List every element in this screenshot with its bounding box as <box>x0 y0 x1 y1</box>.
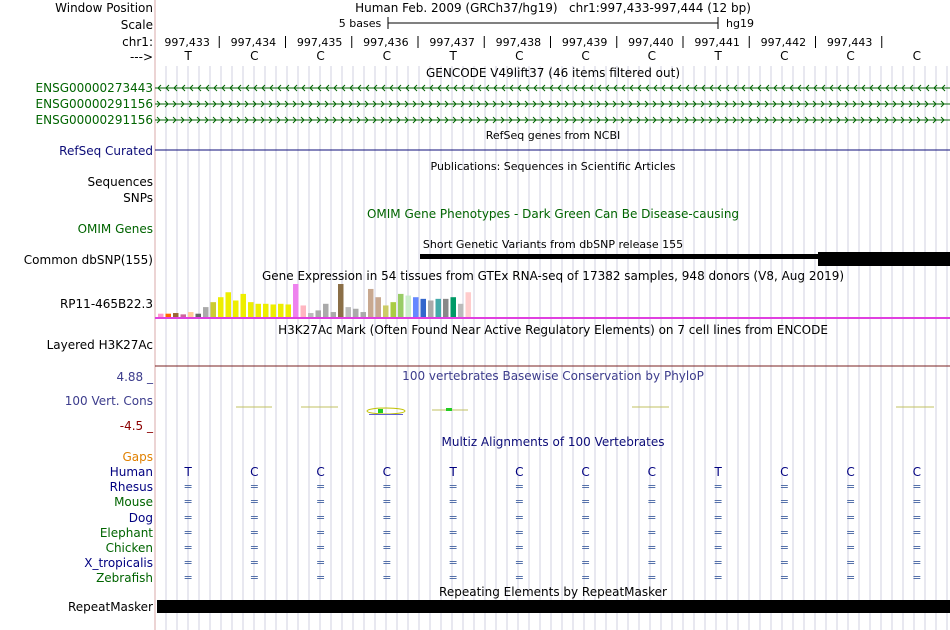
human-base: C <box>316 465 325 479</box>
base-letter: T <box>449 49 457 63</box>
chrom-label: chr1: <box>122 35 153 49</box>
alignment-match: = <box>448 495 458 509</box>
alignment-match: = <box>183 480 193 494</box>
alignment-match: = <box>846 495 856 509</box>
base-letter: C <box>581 49 590 63</box>
alignment-match: = <box>713 541 723 554</box>
gtex-tissue-bar <box>263 304 269 317</box>
gtex-tissue-bar <box>166 314 172 317</box>
publications-title[interactable]: Publications: Sequences in Scientific Articles <box>430 160 676 173</box>
gtex-tissue-bar <box>218 297 224 317</box>
species-label[interactable]: Chicken <box>105 541 153 555</box>
alignment-match: = <box>514 510 524 524</box>
dbsnp-thin-feature <box>420 254 818 259</box>
alignment-match: = <box>382 480 392 494</box>
alignment-match: = <box>448 571 458 585</box>
gtex-tissue-bar <box>233 301 239 318</box>
alignment-match: = <box>779 541 789 554</box>
gtex-tissue-bar <box>353 309 359 317</box>
track-label-ensg00000291156-b[interactable]: ENSG00000291156 <box>35 113 153 127</box>
gtex-tissue-bar <box>331 312 337 317</box>
species-label[interactable]: Mouse <box>114 495 153 510</box>
alignment-match: = <box>779 480 789 494</box>
alignment-match: = <box>183 510 193 524</box>
gtex-gene-label[interactable]: RP11-465B22.3 <box>59 297 153 311</box>
dbsnp-label[interactable]: Common dbSNP(155) <box>23 253 153 267</box>
gtex-tissue-bar <box>188 312 194 317</box>
conservation-min-label: -4.5 _ <box>119 419 153 433</box>
base-letter: C <box>316 49 325 63</box>
gtex-tissue-bar <box>181 314 187 317</box>
alignment-match: = <box>316 571 326 585</box>
alignment-match: = <box>316 480 326 494</box>
species-label[interactable]: Zebrafish <box>96 571 153 586</box>
base-letter: C <box>846 49 855 63</box>
alignment-match: = <box>779 510 789 524</box>
alignment-match: = <box>448 556 458 570</box>
alignment-match: = <box>183 495 193 509</box>
alignment-match: = <box>316 510 326 524</box>
refseq-title[interactable]: RefSeq genes from NCBI <box>485 129 621 142</box>
gtex-tissue-bar <box>241 294 247 317</box>
h3k27ac-label[interactable]: Layered H3K27Ac <box>46 338 153 352</box>
human-base: C <box>250 465 259 479</box>
base-letter: C <box>515 49 524 63</box>
gtex-tissue-bar <box>316 310 322 317</box>
species-label[interactable]: X_tropicalis <box>84 556 153 571</box>
position-text: Human Feb. 2009 (GRCh37/hg19) chr1:997,433-997,444 (12 bp) <box>355 1 751 15</box>
sequences-label[interactable]: Sequences <box>87 175 153 189</box>
h3k27ac-title[interactable]: H3K27Ac Mark (Often Found Near Active Regulatory Elements) on 7 cell lines from ENCODE <box>278 323 828 337</box>
track-label-ensg00000291156-a[interactable]: ENSG00000291156 <box>35 97 153 111</box>
gtex-tissue-bar <box>248 302 254 317</box>
base-letter: C <box>780 49 789 63</box>
gencode-title[interactable]: GENCODE V49lift37 (46 items filtered out) <box>425 66 681 80</box>
base-letter: T <box>714 49 722 63</box>
gtex-tissue-bar <box>203 307 209 317</box>
coordinate-label: 997,437 <box>429 36 475 49</box>
alignment-match: = <box>382 556 392 570</box>
alignment-match: = <box>183 541 193 554</box>
alignment-match: = <box>514 571 524 585</box>
omim-title[interactable]: OMIM Gene Phenotypes - Dark Green Can Be Disease-causing <box>366 207 740 221</box>
alignment-match: = <box>912 541 922 554</box>
repeatmasker-block <box>157 600 950 613</box>
alignment-match: = <box>713 571 723 585</box>
repeatmasker-label[interactable]: RepeatMasker <box>67 600 153 614</box>
conservation-label[interactable]: 100 Vert. Cons <box>64 394 153 408</box>
alignment-match: = <box>316 541 326 554</box>
alignment-match: = <box>846 525 856 539</box>
alignment-match: = <box>713 525 723 539</box>
dbsnp-title[interactable]: Short Genetic Variants from dbSNP release 155 <box>422 238 684 251</box>
gtex-tissue-bar <box>226 292 232 317</box>
gtex-tissue-bar <box>361 312 367 317</box>
alignment-match: = <box>581 525 591 539</box>
gtex-tissue-bar <box>308 313 314 317</box>
snps-label[interactable]: SNPs <box>123 191 153 205</box>
base-letter: T <box>184 49 192 63</box>
gtex-tissue-bar <box>406 296 412 317</box>
window-position-label: Window Position <box>55 1 153 15</box>
coordinate-label: 997,438 <box>495 36 542 49</box>
gtex-tissue-bar <box>271 304 277 317</box>
human-base: C <box>912 465 922 479</box>
gtex-tissue-bar <box>211 302 217 317</box>
alignment-match: = <box>713 495 723 509</box>
gtex-tissue-bar <box>391 302 397 317</box>
conservation-max-label: 4.88 _ <box>116 370 153 384</box>
coordinate-label: 997,436 <box>363 36 409 49</box>
human-base: C <box>780 465 789 479</box>
gtex-tissue-bar <box>451 297 457 317</box>
alignment-match: = <box>514 495 524 509</box>
alignment-match: = <box>514 541 524 554</box>
alignment-match: = <box>249 480 259 494</box>
gtex-tissue-bar <box>443 299 449 317</box>
species-label[interactable]: Human <box>109 465 153 479</box>
alignment-match: = <box>647 495 657 509</box>
gtex-tissue-bar <box>398 294 404 317</box>
alignment-match: = <box>779 495 789 509</box>
base-letter: C <box>912 49 922 63</box>
alignment-match: = <box>448 541 458 554</box>
scale-label: Scale <box>120 18 153 32</box>
strand-label: ---> <box>129 50 153 64</box>
gtex-tissue-bar <box>286 304 292 317</box>
alignment-match: = <box>912 510 922 524</box>
alignment-match: = <box>846 556 856 570</box>
alignment-match: = <box>249 495 259 509</box>
base-letter: C <box>382 49 392 63</box>
gtex-tissue-bar <box>301 305 307 317</box>
gtex-tissue-bar <box>173 313 179 317</box>
alignment-match: = <box>581 495 591 509</box>
phylop-title[interactable]: 100 vertebrates Basewise Conservation by PhyloP <box>402 369 704 383</box>
coordinate-label: 997,439 <box>561 36 608 49</box>
alignment-match: = <box>514 556 524 570</box>
alignment-match: = <box>647 510 657 524</box>
alignment-match: = <box>382 495 392 509</box>
alignment-match: = <box>183 571 193 585</box>
alignment-match: = <box>846 510 856 524</box>
alignment-match: = <box>846 541 856 554</box>
alignment-match: = <box>581 556 591 570</box>
human-base: T <box>184 465 192 479</box>
alignment-match: = <box>581 571 591 585</box>
alignment-match: = <box>713 556 723 570</box>
alignment-match: = <box>382 510 392 524</box>
gtex-tissue-bar <box>278 304 284 317</box>
assembly-text: hg19 <box>726 17 754 30</box>
alignment-match: = <box>713 480 723 494</box>
gtex-tissue-bar <box>421 299 427 317</box>
alignment-match: = <box>183 556 193 570</box>
coordinate-label: 997,443 <box>826 36 873 49</box>
coordinate-label: 997,440 <box>628 36 674 49</box>
refseq-curated-label[interactable]: RefSeq Curated <box>59 144 153 158</box>
alignment-match: = <box>912 525 922 539</box>
gtex-tissue-bar <box>323 304 329 317</box>
base-letter: C <box>250 49 259 63</box>
alignment-match: = <box>249 525 259 539</box>
multiz-title[interactable]: Multiz Alignments of 100 Vertebrates <box>441 435 665 449</box>
gtex-title[interactable]: Gene Expression in 54 tissues from GTEx RNA-seq of 17382 samples, 948 donors (V8, Aug 2019) <box>261 269 845 283</box>
human-base: C <box>846 465 855 479</box>
gtex-tissue-bar <box>466 292 472 317</box>
coordinate-label: 997,442 <box>760 36 807 49</box>
gtex-tissue-bar <box>428 301 434 318</box>
human-base: C <box>382 465 392 479</box>
gtex-tissue-bar <box>413 297 419 317</box>
alignment-match: = <box>581 510 591 524</box>
phylop-glyph-underline <box>369 414 403 415</box>
alignment-match: = <box>514 480 524 494</box>
human-base: C <box>581 465 590 479</box>
alignment-match: = <box>183 525 193 539</box>
alignment-match: = <box>448 510 458 524</box>
alignment-match: = <box>581 541 591 554</box>
alignment-match: = <box>249 510 259 524</box>
alignment-match: = <box>382 525 392 539</box>
species-label[interactable]: Elephant <box>99 525 153 540</box>
phylop-mark-fill <box>446 408 452 411</box>
alignment-match: = <box>514 525 524 539</box>
gtex-tissue-bar <box>376 297 382 317</box>
alignment-match: = <box>448 480 458 494</box>
coordinate-label: 997,441 <box>694 36 740 49</box>
alignment-match: = <box>316 556 326 570</box>
alignment-match: = <box>316 495 326 509</box>
alignment-match: = <box>382 541 392 554</box>
alignment-match: = <box>249 541 259 554</box>
alignment-match: = <box>249 556 259 570</box>
alignment-match: = <box>249 571 259 585</box>
species-label[interactable]: Dog <box>128 510 153 525</box>
gtex-tissue-bar <box>436 299 442 317</box>
gtex-tissue-bar <box>383 305 389 317</box>
track-label-ensg00000273443[interactable]: ENSG00000273443 <box>35 81 153 95</box>
alignment-match: = <box>912 556 922 570</box>
coordinate-label: 997,434 <box>230 36 277 49</box>
coordinate-label: 997,433 <box>164 36 210 49</box>
alignment-match: = <box>912 495 922 509</box>
alignment-match: = <box>912 480 922 494</box>
alignment-match: = <box>779 571 789 585</box>
alignment-match: = <box>647 541 657 554</box>
alignment-match: = <box>647 480 657 494</box>
gtex-tissue-bar <box>346 307 352 317</box>
human-base: T <box>449 465 457 479</box>
alignment-match: = <box>846 571 856 585</box>
gtex-tissue-bar <box>196 314 202 317</box>
alignment-match: = <box>846 480 856 494</box>
alignment-match: = <box>647 525 657 539</box>
gtex-tissue-bar <box>293 284 299 317</box>
alignment-match: = <box>779 556 789 570</box>
species-label[interactable]: Rhesus <box>109 480 153 495</box>
alignment-match: = <box>316 525 326 539</box>
alignment-match: = <box>912 571 922 585</box>
base-letter: C <box>647 49 657 63</box>
gtex-tissue-bar <box>256 304 262 317</box>
scale-bases-text: 5 bases <box>338 17 382 30</box>
gtex-tissue-bar <box>458 304 464 317</box>
gtex-tissue-bar <box>338 284 344 317</box>
alignment-match: = <box>647 556 657 570</box>
alignment-match: = <box>448 525 458 539</box>
alignment-match: = <box>713 510 723 524</box>
phylop-glyph-fill <box>378 409 383 413</box>
alignment-match: = <box>647 571 657 585</box>
gtex-tissue-bar <box>158 314 164 317</box>
gtex-tissue-bar <box>368 289 374 317</box>
human-base: T <box>714 465 722 479</box>
human-base: C <box>647 465 657 479</box>
alignment-match: = <box>779 525 789 539</box>
alignment-match: = <box>581 480 591 494</box>
omim-genes-label[interactable]: OMIM Genes <box>77 222 153 236</box>
gaps-label: Gaps <box>122 450 153 464</box>
coordinate-label: 997,435 <box>296 36 343 49</box>
repeatmasker-title[interactable]: Repeating Elements by RepeatMasker <box>439 585 667 599</box>
dbsnp-thick-feature <box>818 252 950 266</box>
alignment-match: = <box>382 571 392 585</box>
human-base: C <box>515 465 524 479</box>
